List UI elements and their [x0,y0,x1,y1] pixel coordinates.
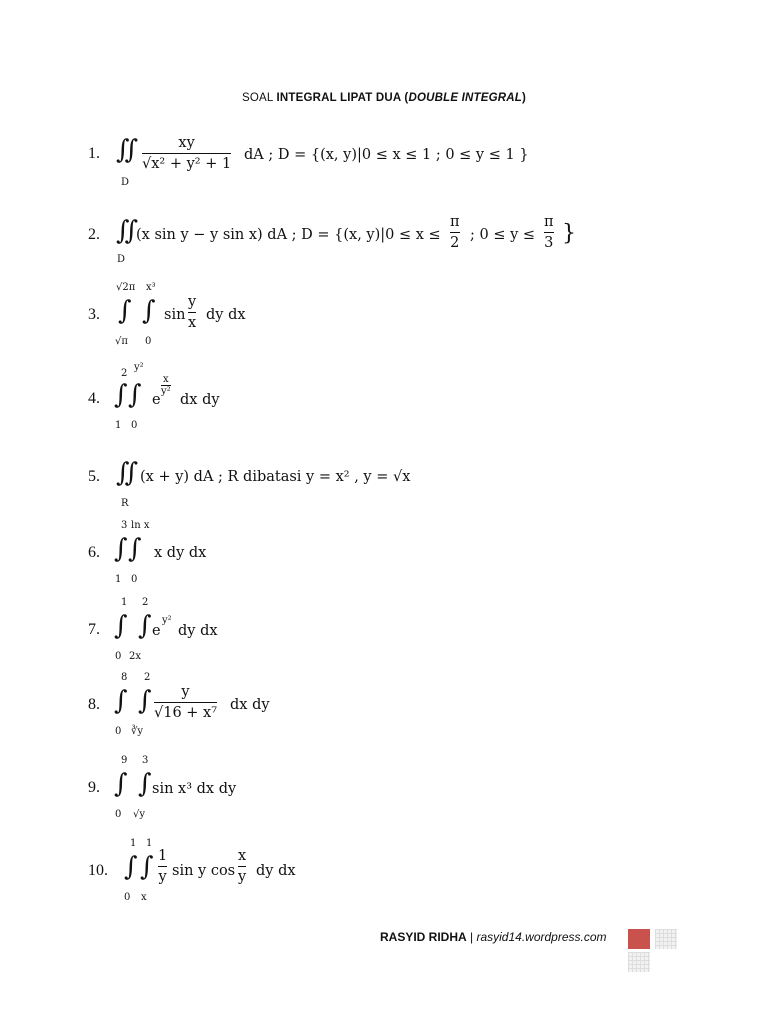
integral-symbol: ∫ [142,296,156,326]
exponential-base: e [152,623,161,639]
integral-symbol: ∫ [114,380,128,410]
fraction-x-over-y [238,848,246,885]
outer-lower-limit: 0 [115,809,122,820]
problem-number: 9. [88,779,100,796]
integral-symbol: ∫ [118,296,132,326]
inner-upper-limit: x³ [146,282,156,293]
integral-symbol: ∫ [114,769,128,799]
problem-number: 1. [88,145,100,162]
closing-brace: } [562,221,576,246]
footer-site-link[interactable]: rasyid14.wordpress.com [476,930,607,944]
expression-tail: dy dx [256,863,296,879]
outer-upper-limit: 3 [121,520,128,531]
fraction-pi-3 [544,214,554,251]
inner-upper-limit: 2 [144,672,151,683]
problem-number: 7. [88,621,100,638]
inner-upper-limit: 2 [142,597,149,608]
integral-symbol: ∫ [140,852,154,882]
footer-separator: | [466,930,477,944]
denominator: y [158,869,167,885]
problem-number: 2. [88,226,100,243]
integral-symbol: ∫ [138,611,152,641]
page-title [0,92,768,104]
inner-lower-limit: 0 [145,336,152,347]
expression-mid: ; 0 ≤ y ≤ [470,227,536,243]
denominator: 2 [450,235,460,251]
inner-lower-limit: 2x [129,651,142,662]
numerator: π [544,214,554,230]
footer-author: RASYID RIDHA [380,930,467,944]
outer-lower-limit: 0 [115,651,122,662]
integral-symbol: ∫ [114,534,128,564]
outer-upper-limit: 9 [121,755,128,766]
exponent: y² [162,615,172,626]
outer-lower-limit: 1 [115,420,122,431]
fraction [154,684,217,721]
region-label: D [121,177,130,188]
integral-symbol: ∫ [114,686,128,716]
problem-number: 3. [88,306,100,323]
logo-red-square [628,929,650,949]
outer-lower-limit: √π [115,336,128,347]
integral-symbol: ∫ [138,769,152,799]
inner-upper-limit: y² [134,362,144,373]
integral-symbol: ∫ [138,686,152,716]
denominator: x [188,315,197,331]
outer-lower-limit: 0 [115,726,122,737]
inner-lower-limit: √y [133,809,146,820]
function-name: sin [164,307,186,323]
title-bold: INTEGRAL LIPAT DUA ( [276,92,409,104]
expression: (x + y) dA ; R dibatasi y = x² , y = √x [140,469,411,485]
logo-grid-square [628,952,650,972]
numerator: x [163,374,169,385]
region-label: D [117,254,126,265]
inner-upper-limit: ln x [131,520,150,531]
expression: (x sin y − y sin x) dA ; D = {(x, y)|0 ≤ x ≤ [136,227,441,243]
exponent-fraction [161,374,171,397]
expression-tail: dA ; D = {(x, y)|0 ≤ x ≤ 1 ; 0 ≤ y ≤ 1 } [244,147,529,163]
double-integral-symbol: ∬ [116,216,139,246]
outer-lower-limit: 0 [124,892,131,903]
title-italic: DOUBLE INTEGRAL [408,92,522,104]
numerator: π [450,214,460,230]
integral-symbol: ∫ [128,534,142,564]
title-prefix: SOAL [242,92,277,104]
expression: x dy dx [154,545,207,561]
exponential-base: e [152,392,161,408]
footer [380,930,607,944]
denominator: √x² + y² + 1 [142,156,232,172]
outer-upper-limit: 1 [130,838,137,849]
expression-tail: dx dy [230,697,270,713]
expression: sin x³ dx dy [152,781,237,797]
outer-lower-limit: 1 [115,574,122,585]
denominator: 3 [544,235,554,251]
logo-grid-square [655,929,677,949]
numerator: 1 [158,848,168,864]
numerator: y [188,294,197,310]
double-integral-symbol: ∬ [116,135,139,165]
denominator: y [238,869,247,885]
outer-upper-limit: 8 [121,672,128,683]
expression-tail: dy dx [206,307,246,323]
inner-lower-limit: 0 [131,420,138,431]
inner-lower-limit: 0 [131,574,138,585]
inner-upper-limit: 1 [146,838,153,849]
outer-upper-limit: 2 [121,368,128,379]
numerator: x [238,848,247,864]
problem-number: 5. [88,468,100,485]
inner-lower-limit: ∛y [131,726,144,737]
inner-lower-limit: x [141,892,147,903]
fraction-pi-2 [450,214,460,251]
inner-upper-limit: 3 [142,755,149,766]
outer-upper-limit: 1 [121,597,128,608]
outer-upper-limit: √2π [116,282,136,293]
region-label: R [121,498,129,509]
title-suffix: ) [521,92,526,104]
problem-number: 6. [88,544,100,561]
expression-mid: sin y cos [172,863,236,879]
expression-tail: dx dy [180,392,220,408]
double-integral-symbol: ∬ [116,458,139,488]
fraction [188,294,196,331]
numerator: xy [178,135,195,151]
numerator: y [181,684,190,700]
denominator: √16 + x⁷ [154,705,218,721]
problem-number: 4. [88,390,100,407]
integral-symbol: ∫ [128,380,142,410]
denominator: y² [161,386,171,397]
fraction [142,135,231,172]
integral-symbol: ∫ [124,852,138,882]
fraction-1-over-y [158,848,167,885]
integral-symbol: ∫ [114,611,128,641]
expression-tail: dy dx [178,623,218,639]
problem-number: 8. [88,696,100,713]
problem-number: 10. [88,862,108,879]
